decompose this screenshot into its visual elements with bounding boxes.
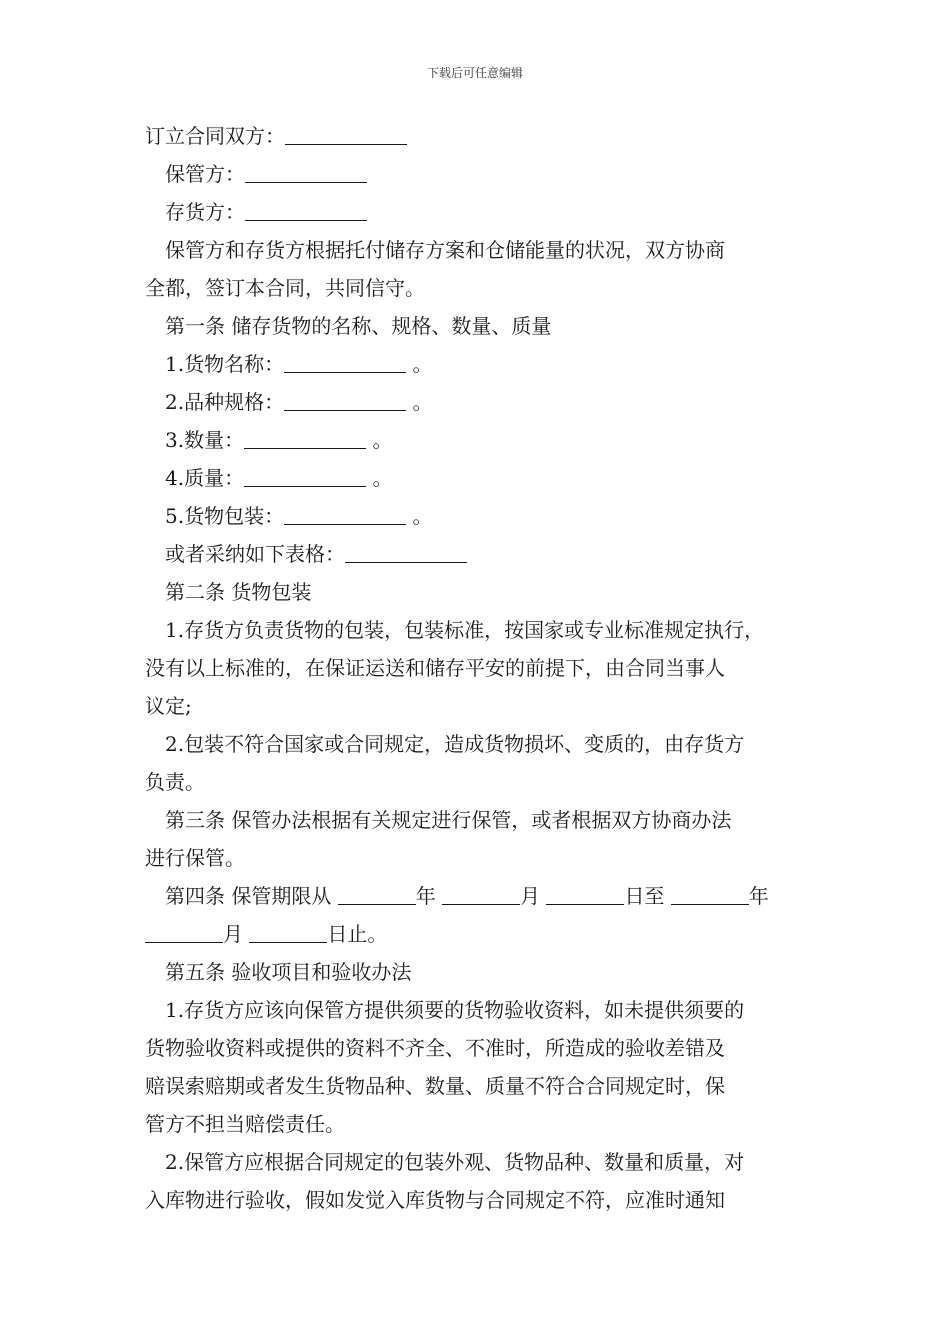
blank-field[interactable] xyxy=(245,160,367,183)
page-header: 下载后可任意编辑 xyxy=(426,66,523,80)
paragraph-line: 赔误索赔期或者发生货物品种、数量、质量不符合合同规定时，保 xyxy=(145,1074,725,1098)
blank-field[interactable] xyxy=(244,426,366,449)
paragraph-line: 进行保管。 xyxy=(145,846,245,870)
storage-period-line: 月 日止。 xyxy=(145,915,807,953)
blank-field[interactable] xyxy=(244,464,366,487)
paragraph-line: 保管方和存货方根据托付储存方案和仓储能量的状况，双方协商 xyxy=(165,238,725,262)
paragraph-line: 2.保管方应根据合同规定的包装外观、货物品种、数量和质量，对 xyxy=(165,1150,745,1174)
item-line: 5.货物包装： 。 xyxy=(165,504,433,528)
blank-field[interactable] xyxy=(145,920,223,943)
item-line: 2.品种规格： 。 xyxy=(165,390,433,414)
custodian-line: 保管方： xyxy=(145,155,807,193)
paragraph-line: 入库物进行验收，假如发觉入库货物与合同规定不符，应准时通知 xyxy=(145,1188,725,1212)
paragraph-line: 2.包装不符合国家或合同规定，造成货物损坏、变质的，由存货方 xyxy=(165,732,745,756)
paragraph-line: 管方不担当赔偿责任。 xyxy=(145,1112,345,1136)
depositor-line: 存货方： xyxy=(145,193,807,231)
article-heading: 第二条 货物包装 xyxy=(165,580,312,604)
blank-field[interactable] xyxy=(671,882,749,905)
article-heading: 第一条 储存货物的名称、规格、数量、质量 xyxy=(165,314,552,338)
paragraph-line: 货物验收资料或提供的资料不齐全、不准时，所造成的验收差错及 xyxy=(145,1036,725,1060)
blank-field[interactable] xyxy=(284,350,406,373)
item-line: 4.质量： 。 xyxy=(165,466,393,490)
blank-field[interactable] xyxy=(546,882,624,905)
paragraph-line: 全都，签订本合同，共同信守。 xyxy=(145,276,425,300)
blank-field[interactable] xyxy=(338,882,416,905)
item-line: 3.数量： 。 xyxy=(165,428,393,452)
blank-field[interactable] xyxy=(345,540,467,563)
item-line: 或者采纳如下表格： xyxy=(145,535,807,573)
paragraph-line: 负责。 xyxy=(145,770,205,794)
item-line: 1.货物名称： 。 xyxy=(165,352,433,376)
paragraph-line: 没有以上标准的，在保证运送和储存平安的前提下，由合同当事人 xyxy=(145,656,725,680)
blank-field[interactable] xyxy=(284,388,406,411)
paragraph-line: 1.存货方负责货物的包装，包装标准，按国家或专业标准规定执行， xyxy=(165,618,765,642)
paragraph-line: 议定; xyxy=(145,694,192,718)
contract-body xyxy=(145,117,807,1219)
article-heading: 第五条 验收项目和验收办法 xyxy=(165,960,412,984)
blank-field[interactable] xyxy=(284,502,406,525)
blank-field[interactable] xyxy=(249,920,327,943)
paragraph-line: 1.存货方应该向保管方提供须要的货物验收资料，如未提供须要的 xyxy=(165,998,745,1022)
storage-period-line: 第四条 保管期限从 年 月 日至 年 xyxy=(165,884,769,908)
article-heading: 第三条 保管办法根据有关规定进行保管，或者根据双方协商办法 xyxy=(165,808,732,832)
blank-field[interactable] xyxy=(285,122,407,145)
blank-field[interactable] xyxy=(442,882,520,905)
blank-field[interactable] xyxy=(245,198,367,221)
contract-parties-line: 订立合同双方： xyxy=(145,117,807,155)
